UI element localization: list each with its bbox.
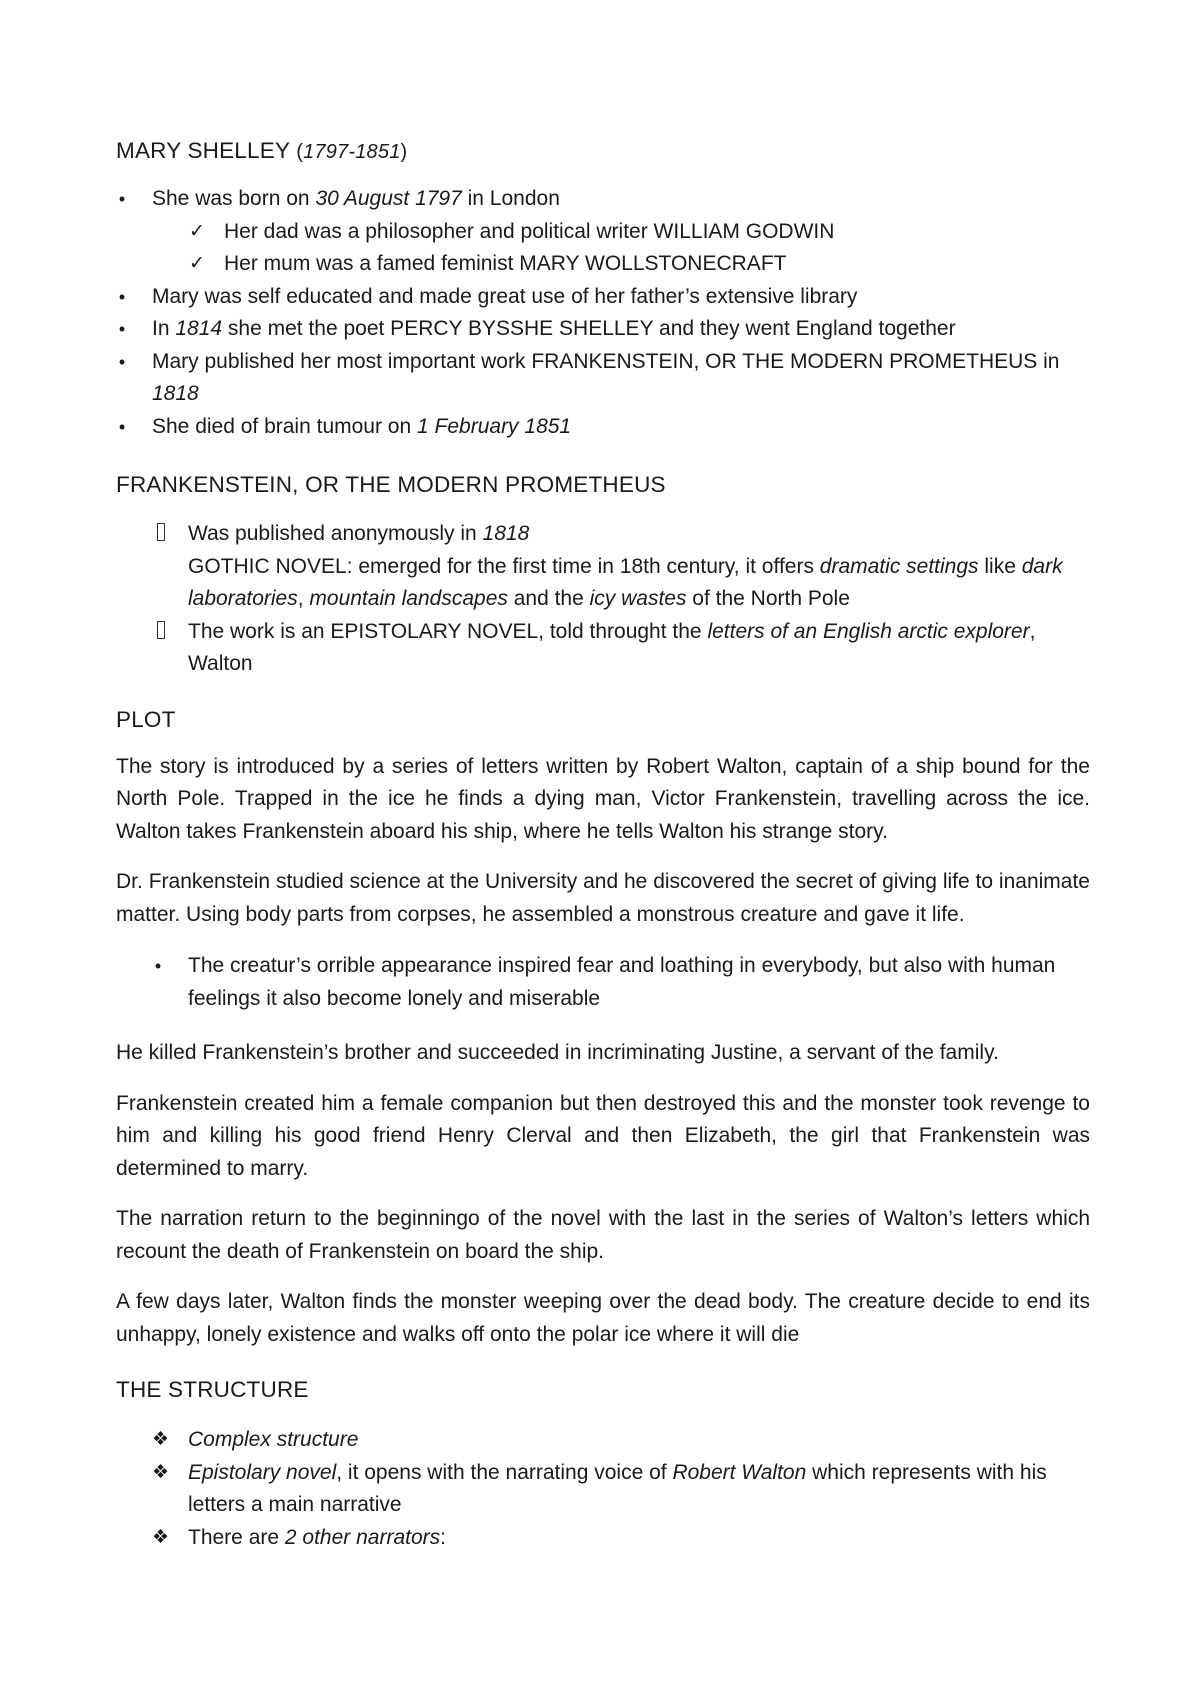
plot-paragraph: The narration return to the beginningo of the novel with the last in the series of Walton’s letters which recount the death of Frankenstein on board the ship. [116,1207,1090,1263]
parents-list [116,216,1090,281]
plot-paragraph: A few days later, Walton finds the monster weeping over the dead body. The creature decide to end its unhappy, lonely existence and walks off onto the polar ice where it will die [116,1290,1090,1346]
plot-bullet-list [116,950,1090,1015]
list-item: • The creatur’s orrible appearance inspired fear and loathing in everybody, but also with human feelings it also become lonely and miserable [116,950,1090,1015]
list-item: • Mary was self educated and made great use of her father’s extensive library [116,281,1090,314]
list-item: Was published anonymously in 1818 GOTHIC NOVEL: emerged for the first time in 18th century, it offers dramatic settings like dark laboratories, mountain landscapes and the icy wastes of the North Pole [116,518,1090,616]
list-item: The work is an EPISTOLARY NOVEL, told throught the letters of an English arctic explorer, Walton [116,616,1090,681]
document-page [116,136,1090,1554]
checkmark-icon: ✓ [189,220,205,242]
frankenstein-list [116,518,1090,681]
heading-structure: THE STRUCTURE [116,1377,309,1402]
list-item: ❖ Complex structure [116,1424,1090,1457]
list-item: ❖ Epistolary novel, it opens with the narrating voice of Robert Walton which represents with his letters a main narrative [116,1457,1090,1522]
plot-paragraph: Frankenstein created him a female companion but then destroyed this and the monster took revenge to him and killing his good friend Henry Clerval and then Elizabeth, the girl that Frankenstein was determined to marry. [116,1091,1090,1180]
plot-paragraph: Dr. Frankenstein studied science at the University and he discovered the secret of giving life to inanimate matter. Using body parts from corpses, he assembled a monstrous creature and gave it life. [116,870,1090,926]
bullet-icon: • [118,286,126,307]
plot-paragraph: The story is introduced by a series of letters written by Robert Walton, captain of a ship bound for the North Pole. Trapped in the ice he finds a dying man, Victor Frankenstein, travelling across the ice. Walton takes Frankenstein aboard his ship, where he tells Walton his strange story. [116,754,1090,843]
bullet-icon: • [118,416,126,437]
box-glyph-icon [152,616,166,649]
bullet-icon: • [118,319,126,339]
list-item: • Mary published her most important work FRANKENSTEIN, OR THE MODERN PROMETHEUS in 1818 [116,346,1090,411]
heading-plot: PLOT [116,706,176,732]
diamond-bullet-icon: ❖ [152,1526,170,1548]
plot-paragraph: He killed Frankenstein’s brother and succeeded in incriminating Justine, a servant of the family. [116,1041,999,1064]
bullet-icon: • [118,189,126,209]
heading-mary-shelley: MARY SHELLEY (1797-1851) [116,138,408,163]
list-item: • She was born on 30 August 1797 in London [116,183,1090,216]
list-item: ❖ There are 2 other narrators: [116,1522,1090,1555]
heading-frankenstein: FRANKENSTEIN, OR THE MODERN PROMETHEUS [116,472,666,497]
biography-list [116,183,1090,216]
list-item: • She died of brain tumour on 1 February 1851 [116,411,1090,444]
list-item: • In 1814 she met the poet PERCY BYSSHE SHELLEY and they went England together [116,313,1090,346]
bullet-icon: • [154,956,162,976]
dates: (1797-1851) [296,141,408,163]
bullet-icon: • [118,351,126,372]
box-glyph-icon [152,518,166,551]
list-item: ✓ Her mum was a famed feminist MARY WOLLSTONECRAFT [116,248,1090,281]
structure-list [116,1424,1090,1554]
list-item: ✓ Her dad was a philosopher and political writer WILLIAM GODWIN [116,216,1090,249]
biography-list-continued [116,281,1090,444]
diamond-bullet-icon: ❖ [152,1461,170,1483]
checkmark-icon: ✓ [189,253,205,274]
diamond-bullet-icon: ❖ [152,1429,170,1450]
